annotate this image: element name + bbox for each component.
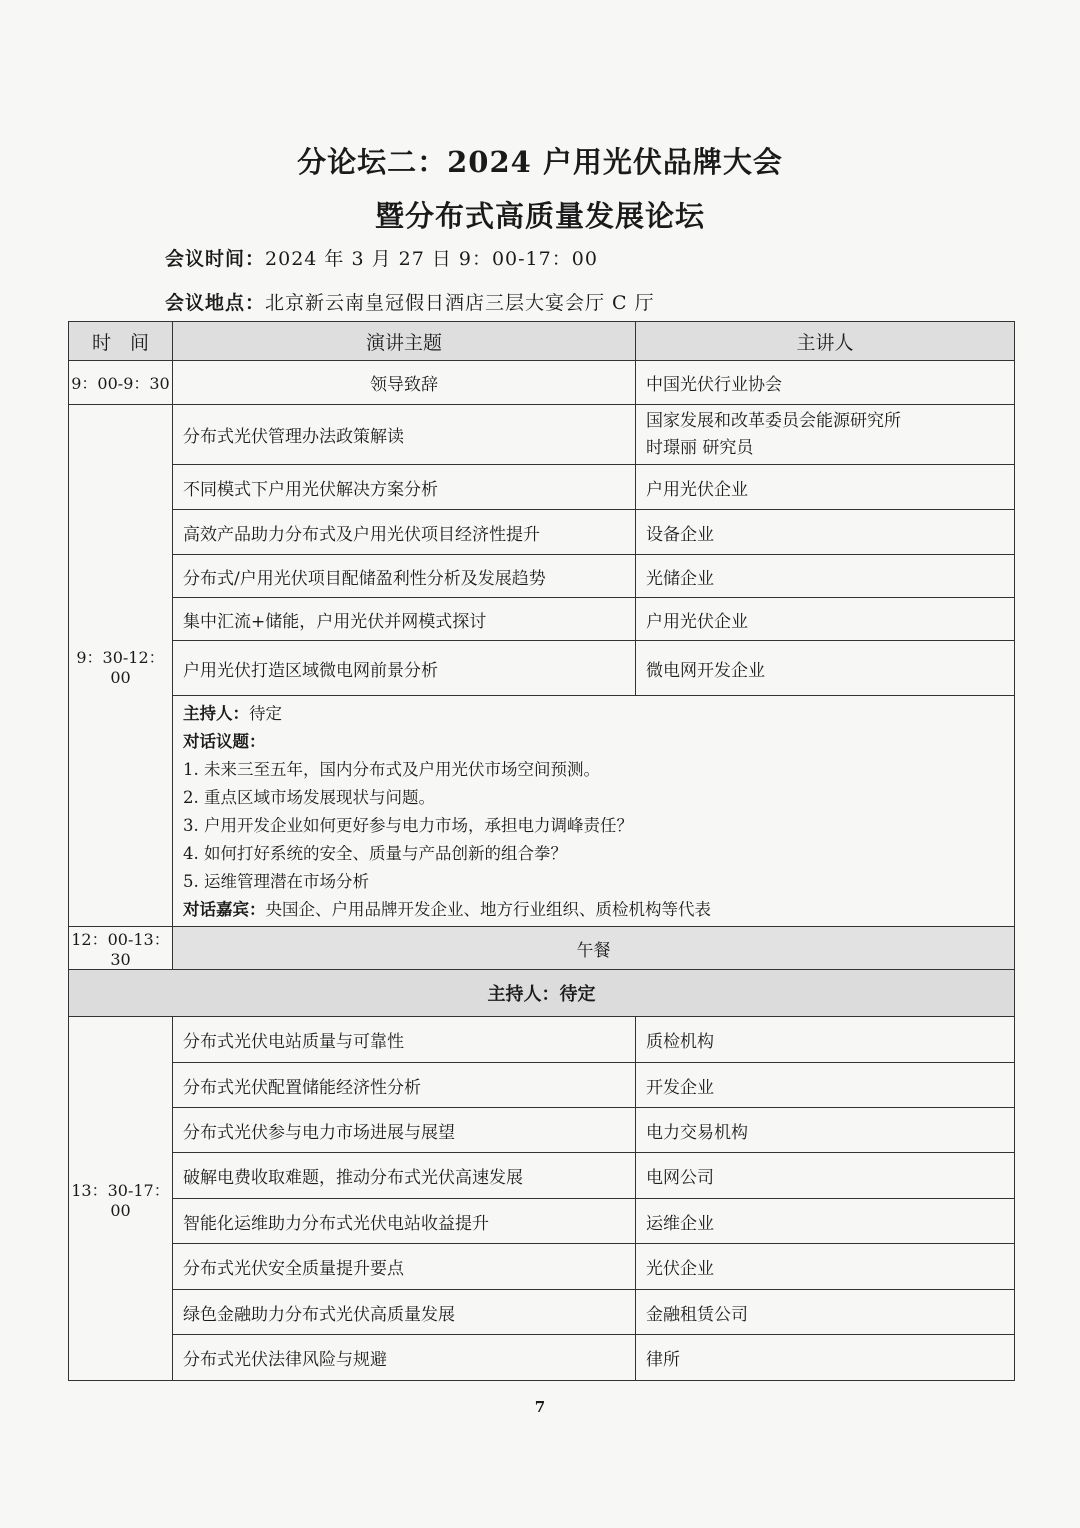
lunch-time: 12：00-13：30 — [69, 927, 173, 970]
discussion-topic: 2. 重点区域市场发展现状与问题。 — [183, 788, 435, 807]
meeting-time-label: 会议时间： — [165, 248, 266, 270]
table-row — [69, 1063, 1015, 1108]
title-line-2: 暨分布式高质量发展论坛 — [374, 199, 705, 233]
afternoon-topic: 破解电费收取难题，推动分布式光伏高速发展 — [173, 1153, 636, 1199]
afternoon-speaker: 光伏企业 — [636, 1244, 1015, 1290]
discussion-host-label: 主持人： — [183, 704, 249, 723]
afternoon-speaker: 质检机构 — [636, 1017, 1015, 1063]
morning-topic: 分布式/户用光伏项目配储盈利性分析及发展趋势 — [173, 555, 636, 598]
table-row — [69, 1017, 1015, 1063]
speaker-org: 国家发展和改革委员会能源研究所 — [646, 410, 901, 431]
discussion-host — [183, 700, 1004, 728]
afternoon-topic: 分布式光伏参与电力市场进展与展望 — [173, 1108, 636, 1153]
discussion-topic: 1. 未来三至五年，国内分布式及户用光伏市场空间预测。 — [183, 760, 600, 779]
morning-topic: 户用光伏打造区域微电网前景分析 — [173, 641, 636, 696]
afternoon-time: 13：30-17：00 — [69, 1017, 173, 1381]
discussion-guests — [183, 896, 1004, 924]
discussion-topic: 5. 运维管理潜在市场分析 — [183, 872, 369, 891]
table-row — [69, 1199, 1015, 1244]
discussion-guests-label: 对话嘉宾： — [183, 900, 266, 919]
meeting-place-label: 会议地点： — [165, 292, 266, 314]
discussion-row — [69, 696, 1015, 927]
opening-speaker: 中国光伏行业协会 — [636, 361, 1015, 405]
discussion-host-value: 待定 — [249, 704, 282, 723]
afternoon-topic: 分布式光伏配置储能经济性分析 — [173, 1063, 636, 1108]
schedule-table — [68, 321, 1015, 1381]
title-line-1: 分论坛二：2024 户用光伏品牌大会 — [297, 145, 783, 179]
speaker-person: 时璟丽 研究员 — [646, 437, 754, 458]
header-topic: 演讲主题 — [173, 322, 636, 361]
table-row — [69, 405, 1015, 465]
afternoon-topic: 智能化运维助力分布式光伏电站收益提升 — [173, 1199, 636, 1244]
morning-topic: 集中汇流+储能，户用光伏并网模式探讨 — [173, 598, 636, 641]
table-row — [69, 1153, 1015, 1199]
afternoon-speaker: 开发企业 — [636, 1063, 1015, 1108]
page-number: 7 — [534, 1398, 546, 1416]
afternoon-speaker: 金融租赁公司 — [636, 1290, 1015, 1335]
table-row — [69, 1335, 1015, 1381]
table-row — [69, 1290, 1015, 1335]
discussion-topics-label: 对话议题： — [183, 732, 266, 751]
meeting-time — [165, 244, 598, 271]
opening-time: 9：00-9：30 — [69, 361, 173, 405]
afternoon-host-row — [69, 970, 1015, 1017]
morning-speaker — [636, 405, 1015, 465]
meeting-time-value: 2024 年 3 月 27 日 9：00-17：00 — [265, 248, 598, 270]
header-row — [69, 322, 1015, 361]
afternoon-speaker: 电力交易机构 — [636, 1108, 1015, 1153]
table-row — [69, 465, 1015, 510]
discussion-guests-value: 央国企、户用品牌开发企业、地方行业组织、质检机构等代表 — [265, 900, 711, 919]
meeting-place — [165, 288, 655, 315]
morning-speaker: 微电网开发企业 — [636, 641, 1015, 696]
morning-speaker: 户用光伏企业 — [636, 465, 1015, 510]
table-row — [69, 1244, 1015, 1290]
afternoon-topic: 分布式光伏安全质量提升要点 — [173, 1244, 636, 1290]
discussion-block — [173, 696, 1015, 927]
opening-topic: 领导致辞 — [173, 361, 636, 405]
discussion-topic: 3. 户用开发企业如何更好参与电力市场，承担电力调峰责任？ — [183, 816, 633, 835]
table-row — [69, 598, 1015, 641]
header-time: 时 间 — [69, 322, 173, 361]
table-row — [69, 641, 1015, 696]
table-row — [69, 361, 1015, 405]
lunch-label: 午餐 — [173, 927, 1015, 970]
lunch-row — [69, 927, 1015, 970]
table-row — [69, 555, 1015, 598]
table-row — [69, 510, 1015, 555]
morning-topic: 不同模式下户用光伏解决方案分析 — [173, 465, 636, 510]
morning-speaker: 户用光伏企业 — [636, 598, 1015, 641]
morning-topic: 高效产品助力分布式及户用光伏项目经济性提升 — [173, 510, 636, 555]
morning-topic: 分布式光伏管理办法政策解读 — [173, 405, 636, 465]
header-speaker: 主讲人 — [636, 322, 1015, 361]
morning-speaker: 设备企业 — [636, 510, 1015, 555]
afternoon-host: 主持人：待定 — [69, 970, 1015, 1017]
afternoon-speaker: 运维企业 — [636, 1199, 1015, 1244]
afternoon-speaker: 律所 — [636, 1335, 1015, 1381]
meeting-place-value: 北京新云南皇冠假日酒店三层大宴会厅 C 厅 — [265, 292, 655, 314]
afternoon-topic: 绿色金融助力分布式光伏高质量发展 — [173, 1290, 636, 1335]
morning-time: 9：30-12：00 — [69, 405, 173, 927]
afternoon-topic: 分布式光伏电站质量与可靠性 — [173, 1017, 636, 1063]
table-row — [69, 1108, 1015, 1153]
afternoon-speaker: 电网公司 — [636, 1153, 1015, 1199]
discussion-topic: 4. 如何打好系统的安全、质量与产品创新的组合拳？ — [183, 844, 567, 863]
afternoon-topic: 分布式光伏法律风险与规避 — [173, 1335, 636, 1381]
morning-speaker: 光储企业 — [636, 555, 1015, 598]
